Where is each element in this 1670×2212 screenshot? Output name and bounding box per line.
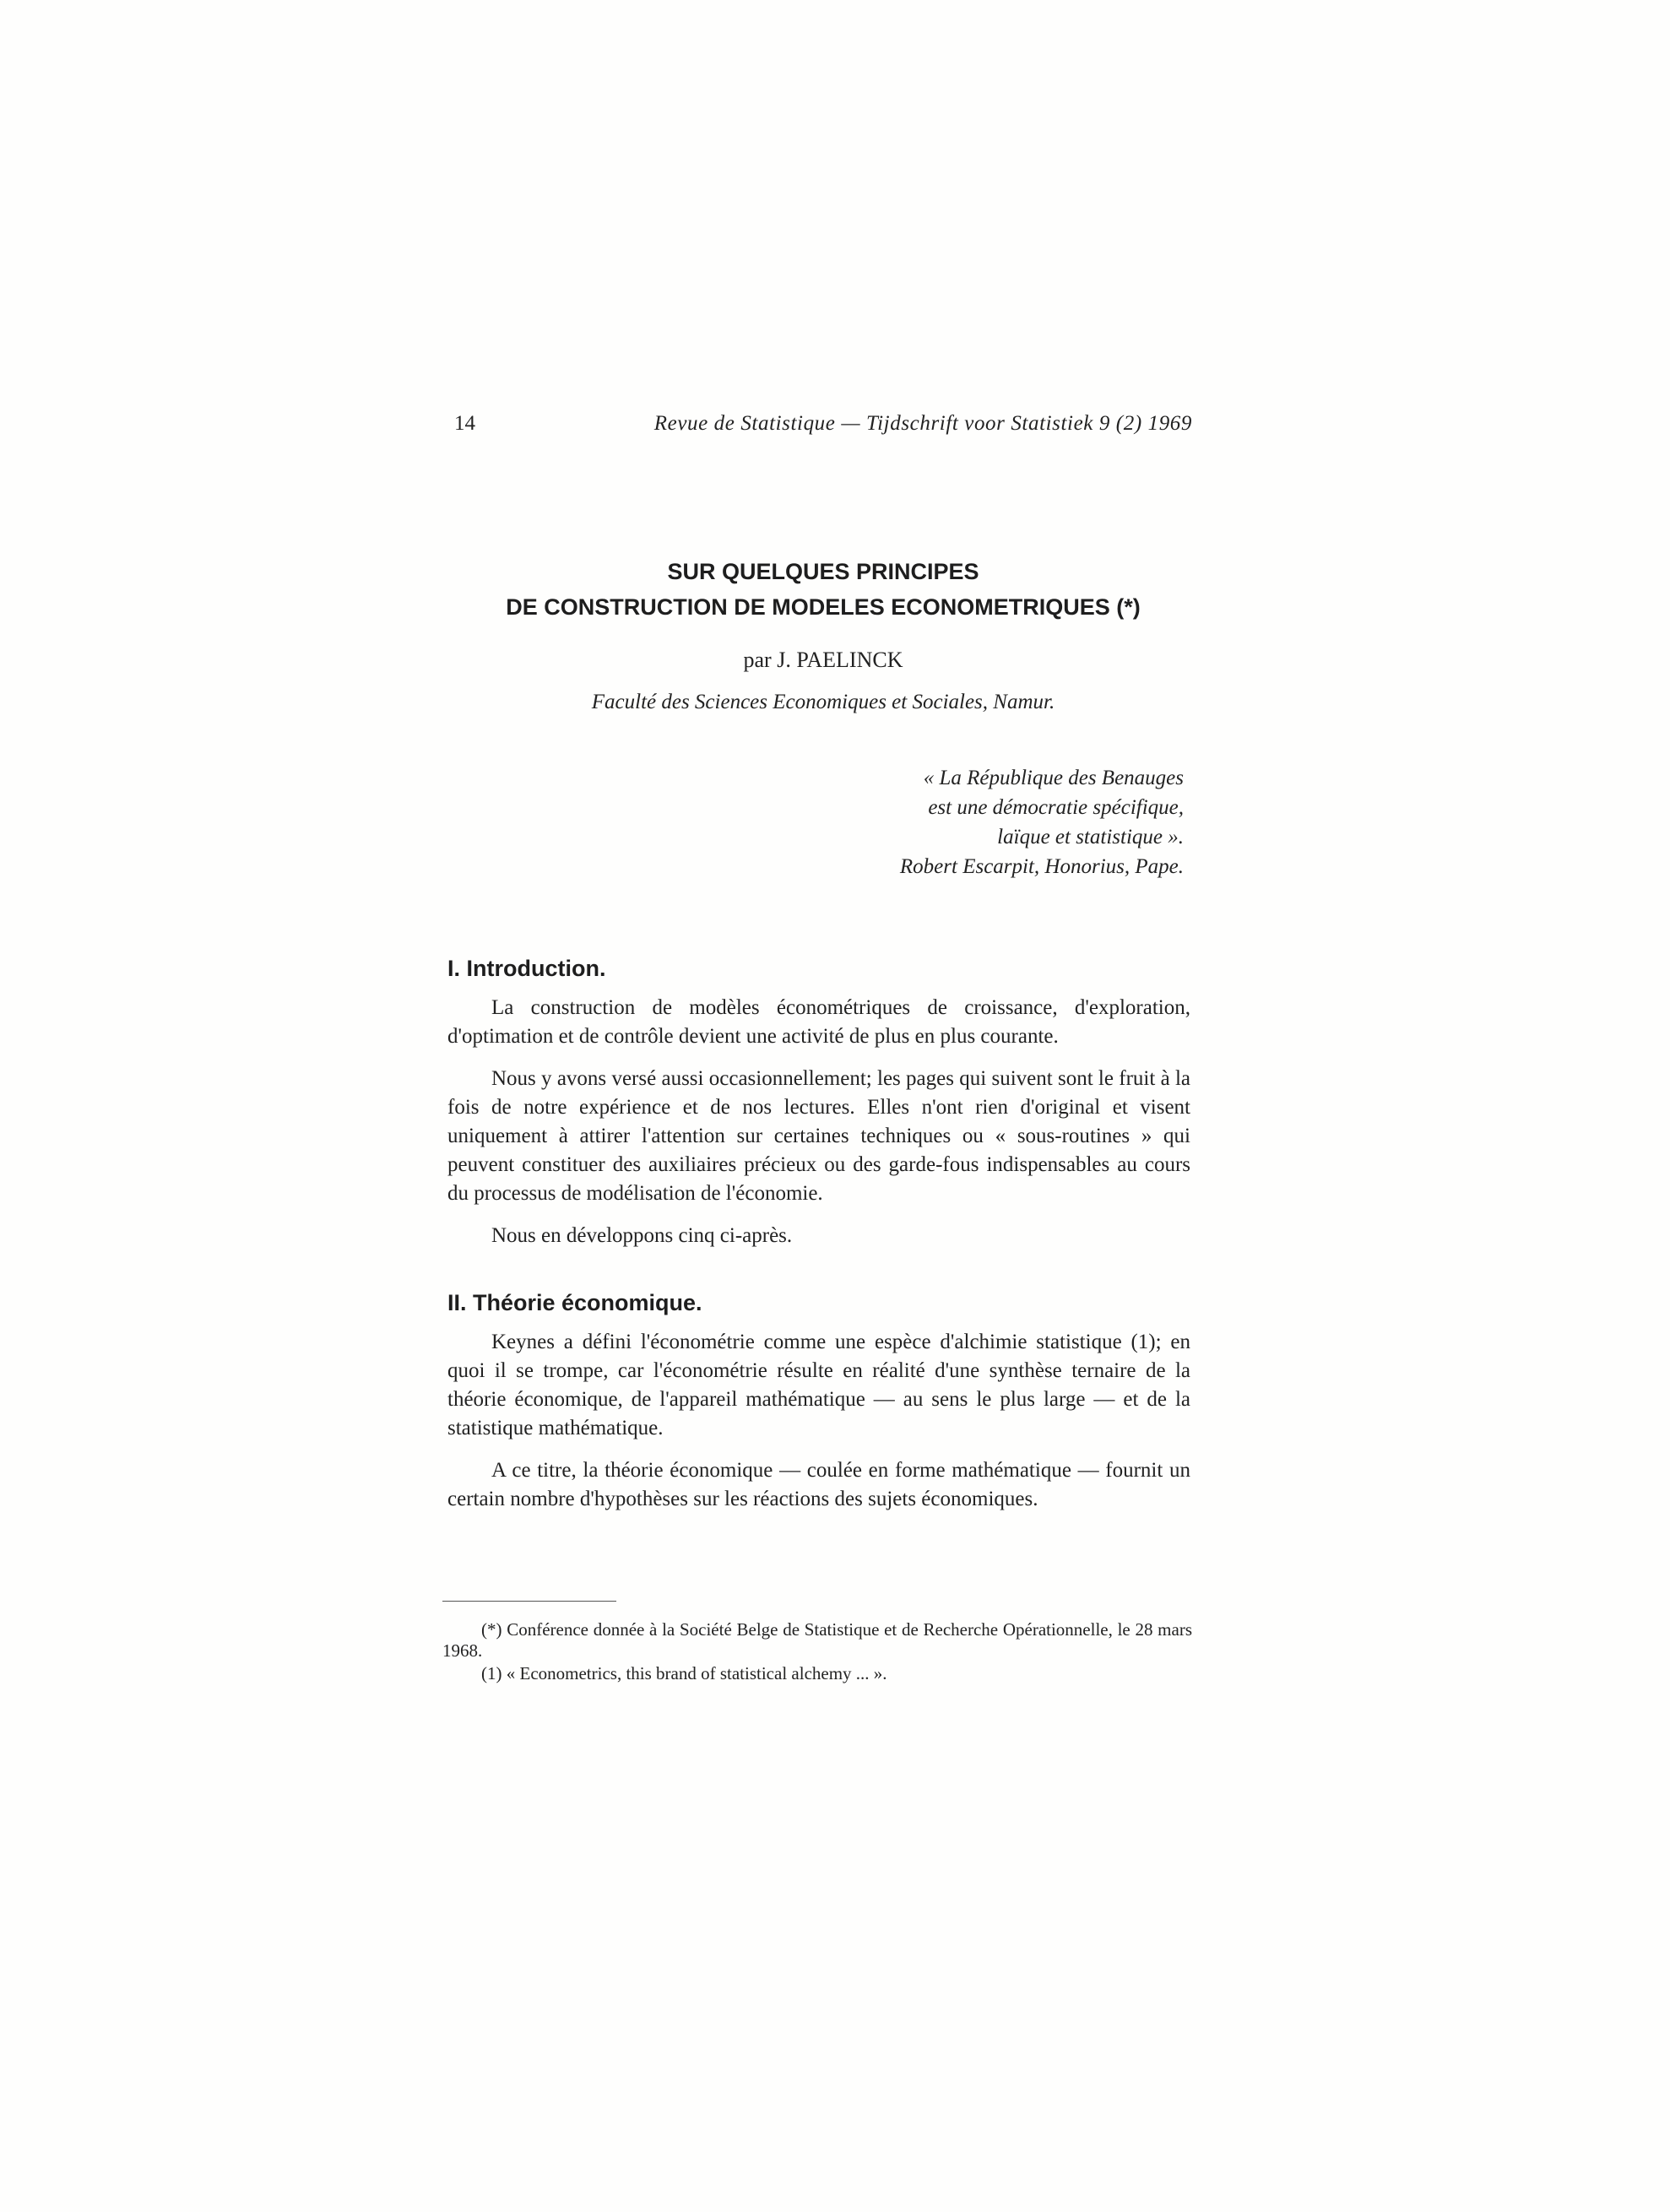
section-theorie-economique (447, 1290, 1190, 1527)
footnote-divider (442, 1601, 616, 1602)
footnote: (1) « Econometrics, this brand of statistical alchemy ... ». (481, 1663, 887, 1683)
paragraph: Nous en développons cinq ci-après. (491, 1224, 793, 1247)
article-title (454, 554, 1192, 625)
paragraph: A ce titre, la théorie économique — coulée en forme mathématique — fournit un certain nombre d'hypothèses sur les réactions des sujets économiques. (447, 1459, 1190, 1510)
paragraph: Keynes a défini l'économétrie comme une espèce d'alchimie statistique (1); en quoi il se trompe, car l'économétrie résulte en réalité d'une synthèse ternaire de la théorie économique, de l'appareil mathématique — au sens le plus large — et de la statistique mathématique. (447, 1331, 1190, 1439)
section-introduction (447, 956, 1190, 1264)
title-line-1: SUR QUELQUES PRINCIPES (667, 559, 979, 584)
journal-citation: Revue de Statistique — Tijdschrift voor Statistiek 9 (2) 1969 (653, 412, 1192, 435)
footnotes (442, 1619, 1192, 1686)
author-byline: par J. PAELINCK (743, 648, 903, 672)
title-line-2: DE CONSTRUCTION DE MODELES ECONOMETRIQUES (*) (506, 594, 1141, 620)
paragraph: Nous y avons versé aussi occasionnellement; les pages qui suivent sont le fruit à la fois de notre expérience et de nos lectures. Elles n'ont rien d'original et visent uniquement à attirer l'attention sur certaines techniques ou « sous-routines » qui peuvent constituer des auxiliaires précieux ou des garde-fous indispensables au cours du processus de modélisation de l'économie. (447, 1067, 1190, 1205)
running-header (454, 412, 1192, 446)
page-number: 14 (454, 412, 475, 435)
epigraph-attribution: Robert Escarpit, Honorius, Pape. (899, 855, 1184, 878)
section-heading: I. Introduction. (447, 956, 606, 981)
epigraph-line-1: « La République des Benauges (923, 767, 1184, 789)
author-affiliation: Faculté des Sciences Economiques et Sociales, Namur. (591, 691, 1055, 713)
section-heading: II. Théorie économique. (447, 1290, 702, 1315)
paragraph: La construction de modèles économétriques de croissance, d'exploration, d'optimation et de contrôle devient une activité de plus en plus courante. (447, 996, 1190, 1048)
footnote: (*) Conférence donnée à la Société Belge de Statistique et de Recherche Opérationnelle, le 28 mars 1968. (442, 1619, 1192, 1661)
epigraph-line-3: laïque et statistique ». (997, 826, 1184, 848)
epigraph (760, 763, 1184, 881)
epigraph-line-2: est une démocratie spécifique, (928, 796, 1184, 819)
